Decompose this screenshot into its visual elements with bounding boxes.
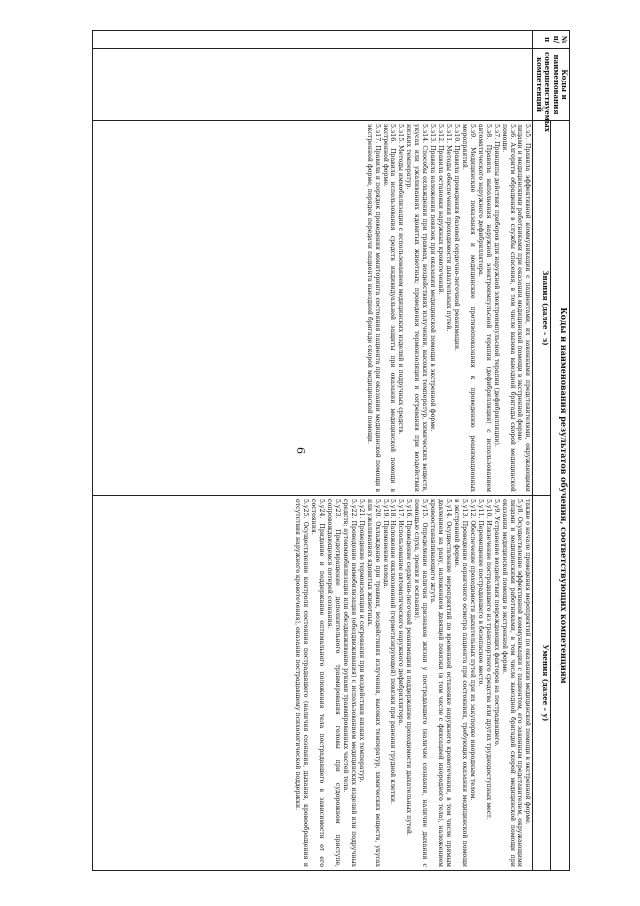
skill-item: 5.у23. Предотвращение дополнительного травмирования головы при судорожном приступе, сопровождающемся потерей сознания. [326,499,341,867]
cell-competency [93,49,533,121]
header-results: Коды и наименования результатов обучения, соответствующих компетенциям [550,121,569,871]
skill-item: 5.у17. Использование автоматического наружного дефибриллятора. [397,499,405,726]
knowledge-item: 5.з6. Алгоритм обращения в службы спасения, в том числе вызова выездной бригады скорой медицинской помощи. [500,124,516,492]
competency-table [92,30,570,871]
knowledge-item: 5.з17. Правила и порядок проведения мониторинга состояния пациента при оказании медицинской помощи в экстренной форме, порядок передачи пациента выездной бригаде скорой медицинской помощи. [365,124,381,492]
cell-number [93,31,533,49]
knowledge-item: 5.з7. Принципы действия приборов для наружной электроимпульсной терапии (дефибрилляции). [492,124,500,447]
skill-item: 5.у16. Проведение сердечно-легочной реанимации и поддержание проходимости дыхательных путей. [405,499,413,837]
skill-item: 5.у21. Проведение термоизоляции и согревания при воздействии низких температур. [357,499,365,783]
table-header-row [550,31,569,871]
knowledge-item: 5.з12. Правила остановки наружных кровотечений. [437,124,445,295]
skill-item: 5.у24. Придание и поддержание оптимального положения тела пострадавшего в зависимости от его состояния. [310,499,326,867]
skill-item: 5.у9. Устранение воздействия повреждающих факторов на пострадавшего. [492,499,500,747]
table-subheader-row [533,31,550,871]
knowledge-item: 5.з5. Правила эффективной коммуникации с пациентами, их законными представителями, окружающими лицами и медицинскими работниками при оказании медицинской помощи в экстренной форме. [516,124,532,492]
header-number: № п/п [533,31,570,49]
cell-knowledge [93,121,533,496]
knowledge-item: 5.з9. Медицинские показания и медицинские противопоказания к проведению реанимационных мероприятий. [460,124,476,492]
skill-item: 5.у11. Перемещение пострадавшего в безопасное место. [476,499,484,687]
skill-item: 5.у14. Осуществление мероприятий по временной остановке наружного кровотечения, в том числе прямым давлением на рану, наложением давящей повязки (в том числе с фиксацией инородного тела), наложением кровоостанавливающего жгута. [429,499,453,867]
knowledge-item: 5.з16. Правила использования средств индивидуальной защиты при оказании медицинской помощи в экстренной форме. [381,124,397,492]
skill-item: 5.у12. Обеспечение проходимости дыхательных путей при их закупорке инородным телом. [468,499,476,801]
knowledge-item: 5.з13. Правила наложения повязок при оказании медицинской помощи в экстренной форме. [429,124,437,432]
header-knowledge: Знания (далее – з) [533,121,550,496]
cell-skills [93,496,533,871]
skill-item: также о начале проведения мероприятий по оказанию медицинской помощи в экстренной форме. [524,499,532,825]
skill-item: 5.у22. Проведение иммобилизации (обездвиживания) с использованием медицинских изделий или подручных средств; аутоиммобилизация или обездвиживание руками травмированных частей тела. [341,499,357,867]
header-skills: Умения (далее – у) [533,496,550,871]
knowledge-item: 5.з14. Способы охлаждения при травмах, воздействиях излучения, высоких температур, химических веществ, укусах или ужаливаниях ядовитых животных; проведения термоизоляции и согревания при воздействии низких температур. [405,124,429,492]
table-row [93,31,533,871]
knowledge-item: 5.з11. Методы обеспечения проходимости дыхательных путей. [445,124,453,332]
header-competency: Коды и наименования совершенствуемых компетенций [533,49,570,121]
skill-item: 5.у13. Проведение первичного осмотра пациента при состояниях, требующих оказания медицинской помощи в экстренной форме. [453,499,468,867]
page-number: 6 [294,447,307,454]
skill-item: 5.у8. Осуществление эффективной коммуникации с пациентом, его законным представителем, окружающими лицами и медицинскими работниками, в том числе выездной бригадой скорой медицинской помощи при оказании медицинской помощи в экстренной форме. [500,499,524,867]
knowledge-item: 5.з10. Правила проведения базовой сердечно-легочной реанимации. [453,124,460,352]
skill-item: 5.у25. Осуществление контроля состояния пострадавшего (наличия сознания, дыхания, кровообращения и отсутствия наружного кровотечения), оказание пострадавшему психологической поддержки. [294,499,310,867]
skill-item: 5.у10. Извлечение пострадавшего из транспортного средства или других труднодоступных мест. [484,499,492,820]
knowledge-item: 5.з8. Правила выполнения наружной электроимпульсной терапии (дефибрилляции) с использованием автоматического наружного дефибриллятора. [476,124,492,492]
knowledge-item: 5.з15. Методы иммобилизации с использованием медицинских изделий и подручных средств. [397,124,405,435]
skill-item: 5.у19. Применение холода. [381,499,389,589]
skill-item: 5.у20. Охлаждение при травмах, воздействиях излучения, высоких температур, химических веществ, укусах или ужаливаниях ядовитых животных. [365,499,381,867]
skill-item: 5.у18. Наложение окклюзионной (герметизирующей) повязки при ранении грудной клетки. [389,499,397,805]
skill-item: 5.у15. Определение наличия признаков жизни у пострадавшего (наличие сознания, наличие дыхания с помощью слуха, зрения и осязания). [413,499,429,867]
